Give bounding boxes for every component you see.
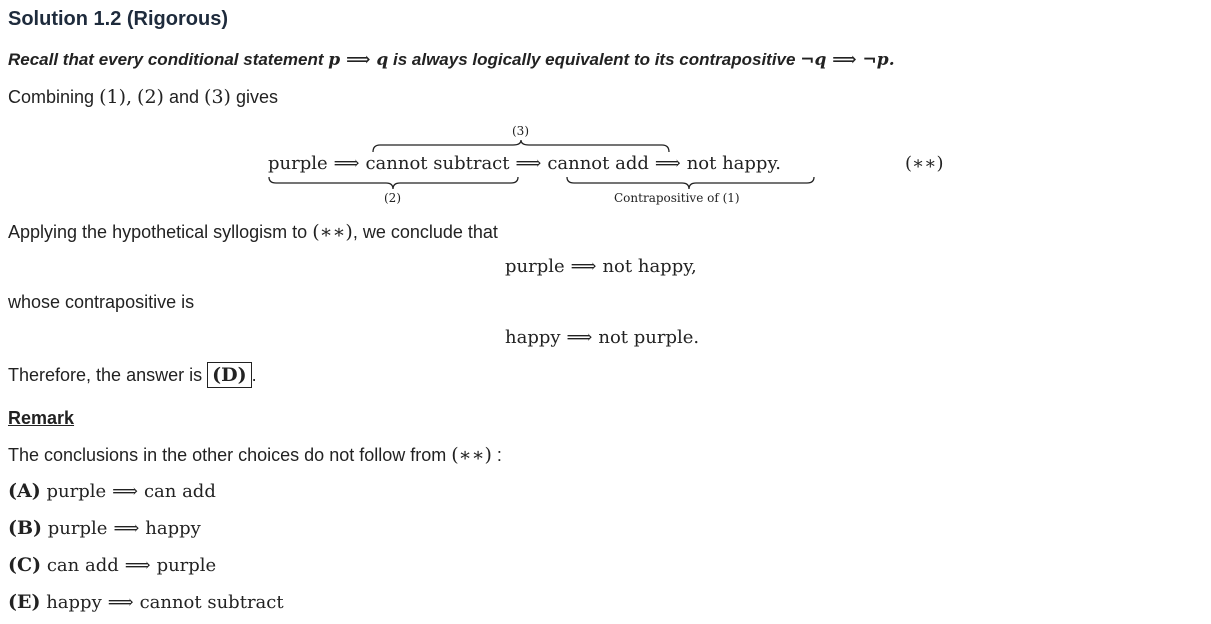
answer-prefix: Therefore, the answer is: [8, 365, 203, 385]
choice-arrow: ⟹: [107, 592, 134, 613]
choice-e: [8, 591, 284, 613]
choice-letter: (B): [8, 517, 43, 539]
choice-right: cannot subtract: [139, 592, 284, 613]
brace-label-top: (3): [512, 124, 529, 138]
ref-3: (3): [204, 86, 231, 108]
chain-arrow-2: ⟹: [515, 153, 542, 174]
combining-prefix: Combining: [8, 87, 95, 107]
chain-term-not-happy: not happy.: [686, 153, 781, 174]
answer-period: .: [251, 365, 257, 385]
applying-ref: (∗∗): [312, 221, 353, 243]
choice-letter: (C): [8, 554, 42, 576]
recall-text: Recall that every conditional statement: [8, 50, 324, 69]
conclusion-1: [505, 256, 697, 277]
choice-arrow: ⟹: [124, 555, 151, 576]
chain-term-cannot-subtract: cannot subtract: [365, 153, 510, 174]
combining-suffix: gives: [235, 87, 279, 107]
underbrace-2: [268, 176, 520, 190]
chain-arrow-1: ⟹: [333, 153, 360, 174]
conclusion-1-arrow: ⟹: [570, 256, 597, 277]
choice-a: [8, 480, 216, 502]
remark-colon: :: [496, 445, 502, 465]
chain-expression: [268, 153, 781, 174]
remark-text-line: [8, 444, 502, 466]
chain-arrow-3: ⟹: [654, 153, 681, 174]
recall-expr-conditional: p ⟹ q: [328, 50, 389, 70]
ref-1: (1): [99, 86, 126, 108]
answer-line: [8, 362, 257, 388]
brace-label-under-right: Contrapositive of (1): [614, 191, 740, 205]
conclusion-2-left: happy: [505, 327, 561, 348]
applying-suffix: , we conclude that: [352, 222, 498, 242]
choice-left: purple: [47, 518, 108, 539]
ref-comma: ,: [125, 86, 133, 108]
choice-arrow: ⟹: [113, 518, 140, 539]
underbrace-contrapositive: [566, 176, 816, 190]
combining-and: and: [168, 87, 200, 107]
conclusion-2-arrow: ⟹: [566, 327, 593, 348]
contrapositive-text: whose contrapositive is: [8, 292, 195, 312]
recall-middle-text: is always logically equivalent to its contrapositive: [393, 50, 796, 69]
recall-line: [8, 50, 895, 70]
choice-left: happy: [46, 592, 102, 613]
applying-line: [8, 221, 498, 243]
choice-arrow: ⟹: [112, 481, 138, 502]
choice-right: can add: [143, 481, 216, 502]
choice-left: can add: [46, 555, 119, 576]
choice-letter: (E): [8, 591, 41, 613]
recall-expr-contrapositive: ¬q ⟹ ¬p: [800, 50, 889, 70]
solution-title: Solution 1.2 (Rigorous): [8, 8, 228, 30]
choice-right: happy: [145, 518, 201, 539]
conclusion-2: [505, 327, 699, 348]
applying-prefix: Applying the hypothetical syllogism to: [8, 222, 308, 242]
choice-b: [8, 517, 201, 539]
ref-2: (2): [137, 86, 164, 108]
conclusion-1-right: not happy,: [602, 256, 697, 277]
chain-term-cannot-add: cannot add: [547, 153, 649, 174]
choice-letter: (A): [8, 480, 41, 502]
remark-ref: (∗∗): [451, 444, 492, 466]
combining-line: [8, 86, 278, 108]
brace-label-under-left: (2): [384, 191, 401, 205]
conclusion-1-left: purple: [505, 256, 565, 277]
overbrace-3: [372, 139, 670, 153]
equation-tag: (∗∗): [905, 153, 944, 174]
chain-term-purple: purple: [268, 153, 328, 174]
recall-period: .: [888, 50, 895, 70]
choice-right: purple: [156, 555, 217, 576]
remark-heading: Remark: [8, 408, 75, 428]
conclusion-2-right: not purple.: [598, 327, 700, 348]
choice-c: [8, 554, 216, 576]
answer-box: (D): [207, 362, 251, 388]
remark-text: The conclusions in the other choices do not follow from: [8, 445, 447, 465]
choice-left: purple: [46, 481, 107, 502]
